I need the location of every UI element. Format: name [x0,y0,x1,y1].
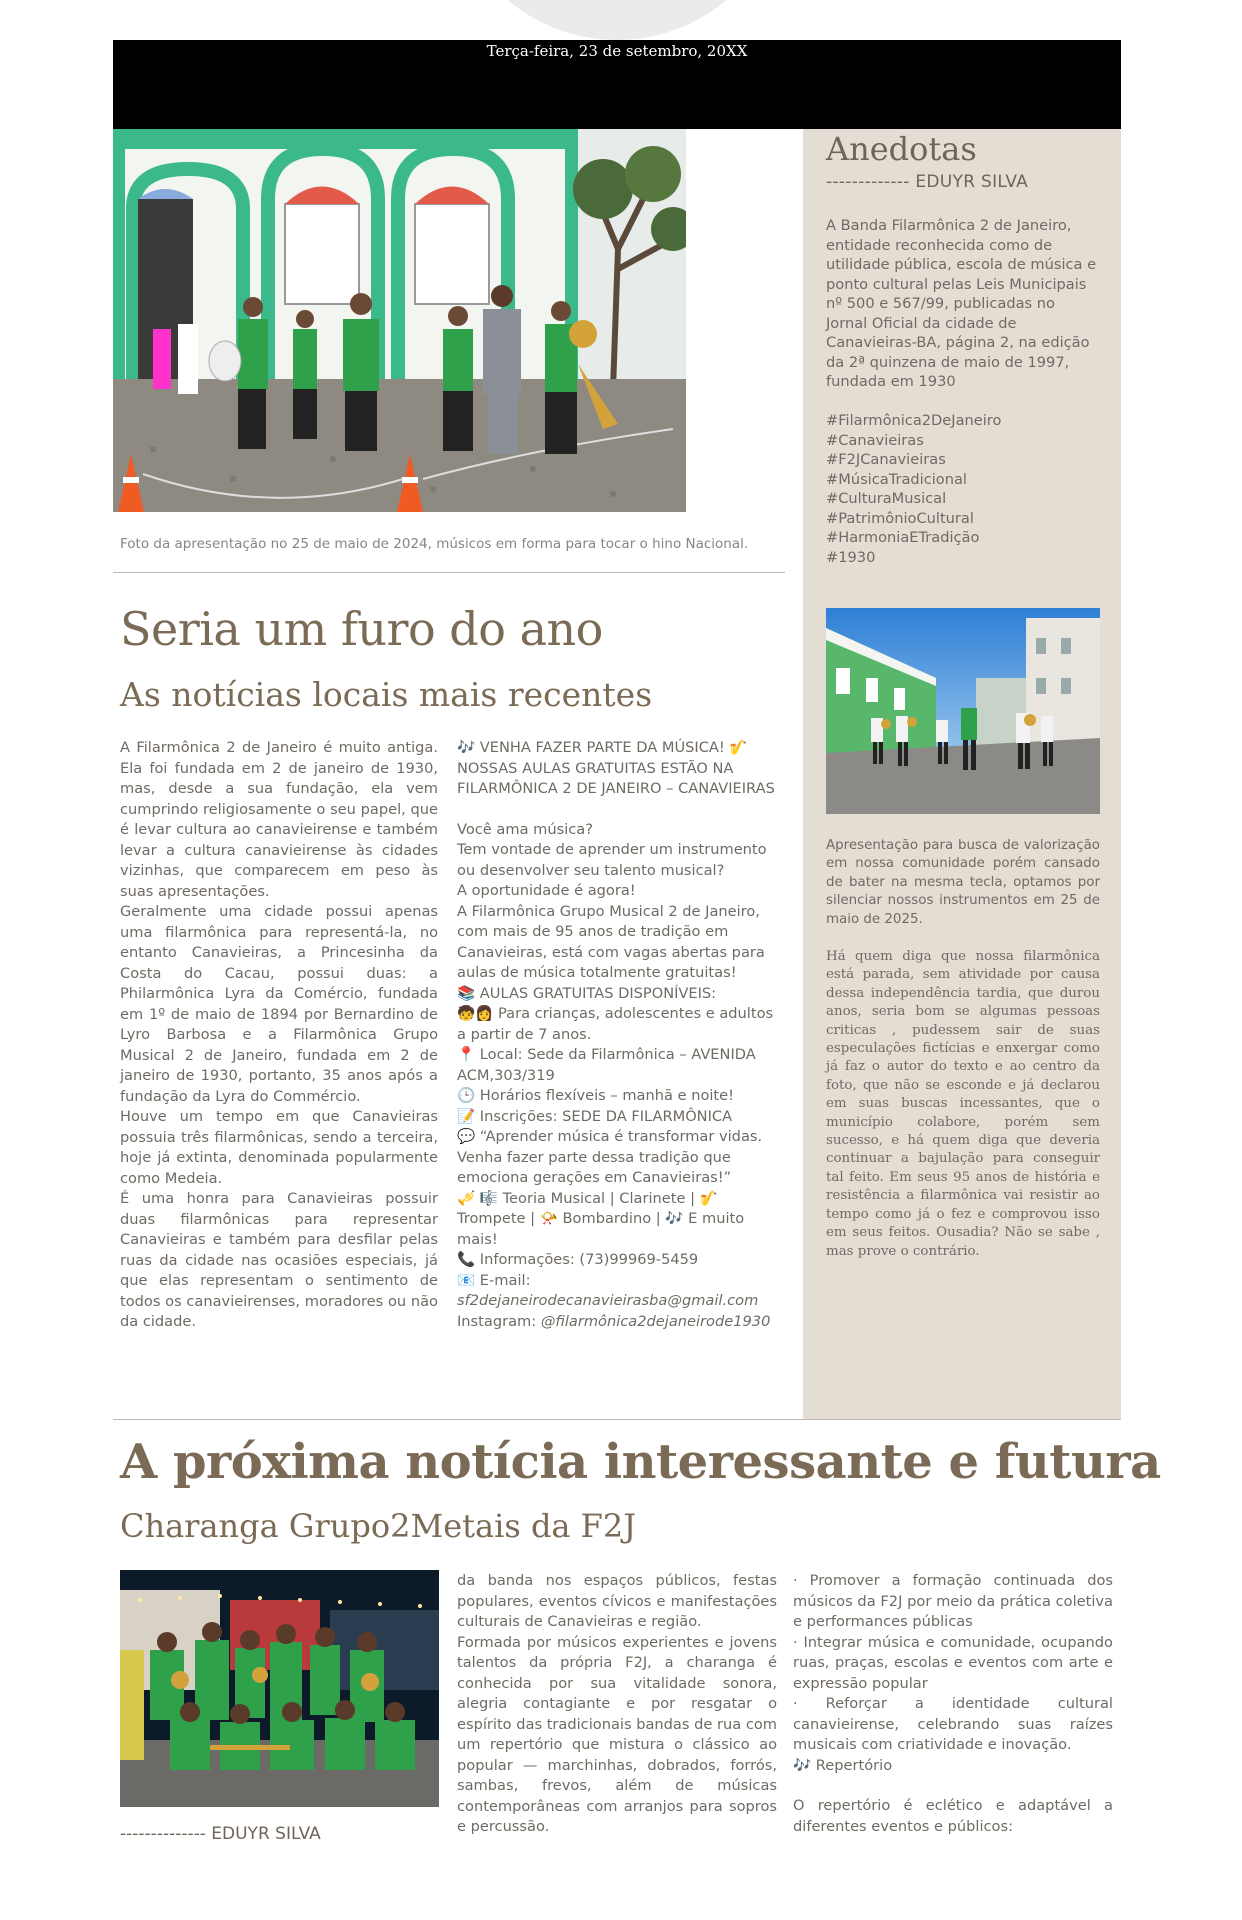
goal-item: · Promover a formação continuada dos músicos da F2J por meio da prática coletiva e performances públicas [793,1572,1113,1630]
sidebar-author: ------------- EDUYR SILVA [826,172,1029,192]
issue-date: Terça-feira, 23 de setembro, 20XX [486,42,748,60]
news-article-column [120,738,438,1333]
divider [113,572,785,573]
article-paragraph: Geralmente uma cidade possui apenas uma filarmônica para representá-la, no entanto Canavieiras, a Princesinha da Costa do Cacau, possui duas: a Philarmônica Lyra da Comércio, fundada em 1º de maio de 1894 por Bernardino de Lyro Barbosa e a Filarmônica Grupo Musical 2 de Janeiro, fundada em 2 de janeiro de 1930, portanto, 35 anos após a fundação da Lyra do Commércio. [120,903,438,1105]
goal-item: · Integrar música e comunidade, ocupando ruas, praças, escolas e eventos com arte e expressão popular [793,1633,1113,1692]
article-paragraph: da banda nos espaços públicos, festas populares, eventos cívicos e manifestações culturais de Canavieiras e região. [457,1572,777,1630]
repertoire-heading: 🎶 Repertório [793,1756,893,1774]
ad-question: Tem vontade de aprender um instrumento ou desenvolver seu talento musical? [457,841,767,879]
signup-info: 📝 Inscrições: SEDE DA FILARMÔNICA [457,1107,733,1125]
street-photo-caption: Apresentação para busca de valorização em nossa comunidade porém cansado de bater na mesma tecla, optamos por silenciar nossos instrumentos em 25 de maio de 2025. [826,838,1100,927]
street-parade-photo [826,608,1100,814]
hashtag[interactable]: #PatrimônioCultural [826,509,974,527]
quote-line: Venha fazer parte dessa tradição que emociona gerações em Canavieiras!” [457,1148,732,1186]
ad-intro: A Filarmônica Grupo Musical 2 de Janeiro, com mais de 95 anos de tradição em Canavieiras, está com vagas abertas para aulas de música totalmente gratuitas! [457,902,765,981]
future-headline: A próxima notícia interessante e futura [120,1434,1161,1490]
top-photo-caption: Foto da apresentação no 25 de maio de 2024, músicos em forma para tocar o hino Nacional. [120,536,749,552]
hashtag[interactable]: #CulturaMusical [826,490,947,507]
location-info: 📍 Local: Sede da Filarmônica – AVENIDA ACM,303/319 [457,1046,756,1084]
music-classes-ad [457,738,777,1332]
age-info: 🧒👩 Para crianças, adolescentes e adultos a partir de 7 anos. [457,1005,774,1043]
sidebar-essay: Há quem diga que nossa filarmônica está parada, sem atividade por causa dessa independência tardia, que durou anos, seria bom se algumas pessoas criticas , pudessem sair de suas especulações fictícias e enxergar como já faz o autor do texto e ao centro da foto, que não se esconde e já declarou em suas buscas incessantes, que o município colabore, porém sem sucesso, e há quem diga que deveria continuar a bajulação para conseguir tal feito. Em seus 95 anos de história e resistência a filarmônica vai resistir ao tempo como já o fez e comprovou isso em seus feitos. Ousadia? Não se sabe , mas prove o contrário. [826,949,1100,1259]
news-subheadline: As notícias locais mais recentes [120,675,653,714]
hashtag-list [826,411,1098,567]
hashtag[interactable]: #Filarmônica2DeJaneiro [826,412,1002,429]
article-paragraph: Formada por músicos experientes e jovens talentos da própria F2J, a charanga é conhecida por sua vitalidade sonora, alegria contagiante e por resgatar o espírito das tradicionais bandas de rua com um repertório que mistura o clássico ao popular — marchinhas, dobrados, forrós, sambas, frevos, além de músicas contemporâneas com arranjos para sopros e percussão. [457,1633,777,1835]
news-headline: Seria um furo do ano [120,602,603,656]
quote-line: 💬 “Aprender música é transformar vidas. [457,1128,763,1145]
instruments-list: 🎺 🎼 Teoria Musical | Clarinete | 🎷 Trompete | 📯 Bombardino | 🎶 E muito mais! [457,1189,745,1248]
article-paragraph: A Filarmônica 2 de Janeiro é muito antiga. Ela foi fundada em 2 de janeiro de 1930, mas, desde a sua fundação, ela vem cumprindo religiosamente o seu papel, que é levar cultura ao canavieirense e também levar a cultura canavieirense às cidades vizinhas, que comparecem em peso às suas apresentações. [120,739,438,900]
email-link[interactable]: sf2dejaneirodecanavieirasba@gmail.com [457,1292,759,1309]
ad-question: Você ama música? [457,820,593,838]
sidebar-title: Anedotas [826,130,977,168]
instagram-label: Instagram: [457,1312,537,1330]
ad-question: A oportunidade é agora! [457,882,636,899]
hashtag[interactable]: #1930 [826,548,876,566]
hashtag[interactable]: #Canavieiras [826,431,924,449]
charanga-article-column [457,1571,777,1838]
article-paragraph: É uma honra para Canavieiras possuir duas filarmônicas para representar Canavieiras e também para desfilar pelas ruas da cidade nas ocasiões especiais, já que elas representam o sentimento de todos os canavieirenses, moradores ou não da cidade. [120,1190,438,1330]
decorative-circle [447,0,787,40]
band-in-formation-photo [113,129,686,512]
future-author: -------------- EDUYR SILVA [120,1824,321,1844]
hours-info: 🕒 Horários flexíveis – manhã e noite! [457,1087,734,1104]
sidebar-body: A Banda Filarmônica 2 de Janeiro, entidade reconhecida como de utilidade pública, escola de música e ponto cultural pelas Leis Municipais nº 500 e 567/99, publicadas no Jornal Oficial da cidade de Canavieiras-BA, página 2, na edição da 2ª quinzena de maio de 1997, fundada em 1930 [826,217,1097,390]
future-subheadline: Charanga Grupo2Metais da F2J [120,1507,637,1545]
charanga-goals-column [793,1571,1113,1837]
hashtag[interactable]: #MúsicaTradicional [826,470,967,488]
instagram-line [457,1312,777,1333]
hashtag[interactable]: #HarmoniaETradição [826,529,980,546]
charanga-night-photo [120,1570,439,1807]
hashtag[interactable]: #F2JCanavieiras [826,451,946,468]
ad-title: 🎶 VENHA FAZER PARTE DA MÚSICA! 🎷 NOSSAS AULAS GRATUITAS ESTÃO NA FILARMÔNICA 2 DE JANEIRO – CANAVIEIRAS [457,739,775,797]
goal-item: · Reforçar a identidade cultural canavieirense, celebrando suas raízes musicais com criatividade e inovação. [793,1695,1113,1753]
divider [113,1419,1121,1420]
phone-info[interactable]: 📞 Informações: (73)99969-5459 [457,1251,699,1268]
email-label: 📧 E-mail: [457,1271,531,1289]
masthead-bar [113,40,1121,129]
repertoire-text: O repertório é eclético e adaptável a diferentes eventos e públicos: [793,1797,1113,1835]
article-paragraph: Houve um tempo em que Canavieiras possuia três filarmônicas, sendo a terceira, hoje já extinta, denominada popularmente como Medeia. [120,1108,438,1187]
classes-heading: 📚 AULAS GRATUITAS DISPONÍVEIS: [457,984,717,1002]
instagram-link[interactable]: @filarmônica2dejaneirode1930 [540,1312,771,1330]
